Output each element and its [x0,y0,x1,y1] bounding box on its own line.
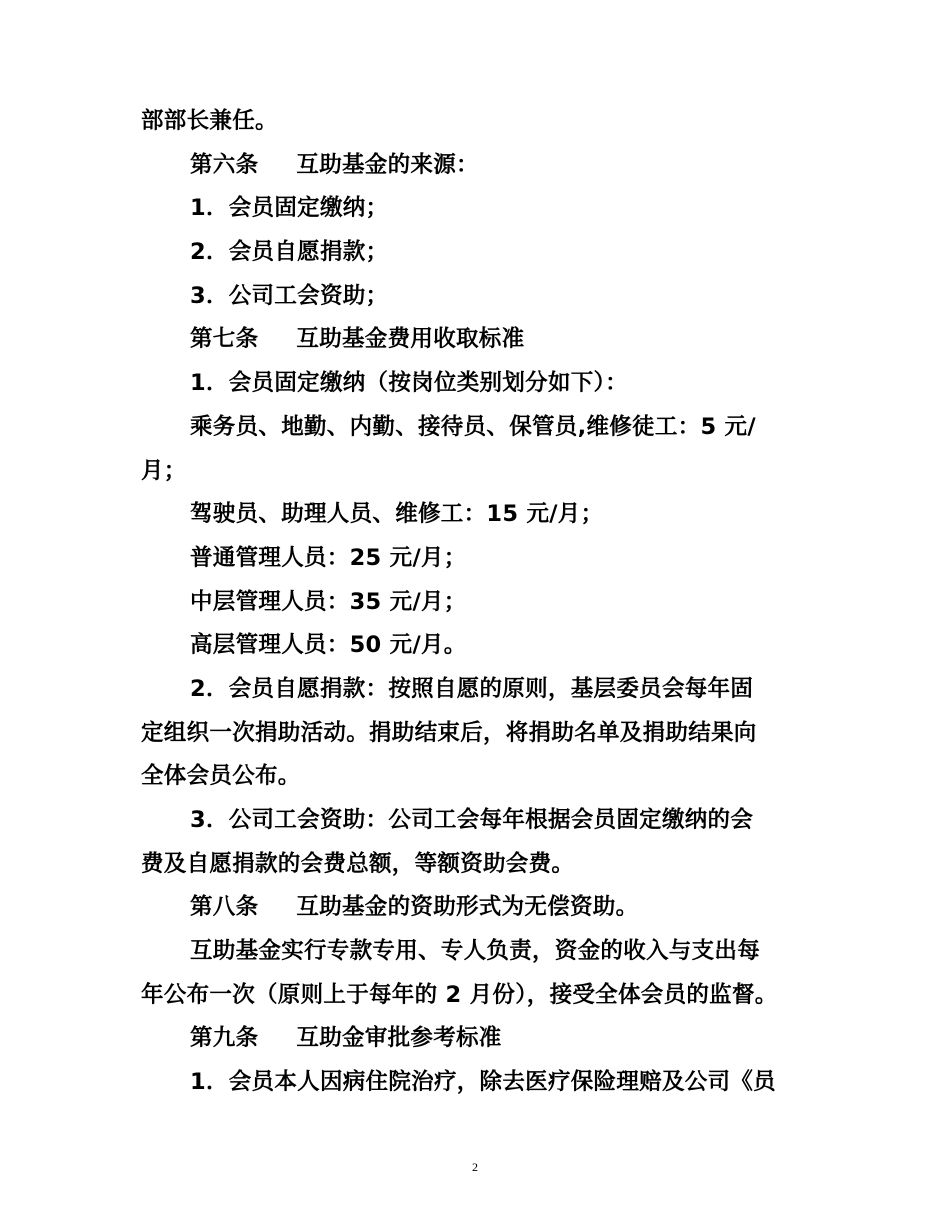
line-text: 互助基金实行专款专用、专人负责，资金的收入与支出每 [190,938,761,965]
line-text: 3．公司工会资助； [190,282,389,309]
text-line [141,581,821,625]
document-body [141,100,821,1105]
line-text: 定组织一次捐助活动。捐助结束后，将捐助名单及捐助结果向 [141,719,757,746]
line-text: 中层管理人员：35 元/月； [190,588,467,615]
line-text: 1．会员本人因病住院治疗，除去医疗保险理赔及公司《员 [190,1069,776,1096]
article-heading [141,1017,821,1061]
text-line [141,974,821,1018]
text-line [141,624,821,668]
line-text: 费及自愿捐款的会费总额，等额资助会费。 [141,850,575,877]
list-item [141,799,821,843]
line-text: 高层管理人员：50 元/月。 [190,632,467,659]
text-line [141,843,821,887]
article-heading [141,144,821,188]
line-text: 3．公司工会资助：公司工会每年根据会员固定缴纳的会 [190,807,754,833]
article-title: 互助金审批参考标准 [296,1025,502,1052]
list-item [141,187,821,231]
line-text: 2．会员自愿捐款：按照自愿的原则，基层委员会每年固 [190,675,754,702]
line-text: 驾驶员、助理人员、维修工：15 元/月； [190,501,604,528]
line-text: 全体会员公布。 [141,763,301,790]
text-line [141,493,821,537]
list-item [141,1061,821,1105]
page-number: 2 [472,1160,478,1174]
article-number: 第九条 [190,1025,259,1052]
article-heading [141,886,821,930]
list-item [141,668,821,712]
article-title: 互助基金的来源： [296,151,479,178]
article-title: 互助基金的资助形式为无偿资助。 [296,894,639,921]
text-line [141,450,821,494]
text-line [141,100,821,144]
line-text: 1．会员固定缴纳； [190,195,389,222]
article-number: 第八条 [190,894,259,921]
list-item [141,362,821,406]
list-item [141,231,821,275]
article-title: 互助基金费用收取标准 [296,326,525,353]
text-line [141,755,821,799]
line-text: 月； [141,457,187,484]
article-number: 第六条 [190,151,259,178]
line-text: 2．会员自愿捐款； [190,239,389,266]
text-line [141,537,821,581]
text-line [141,406,821,450]
line-text: 普通管理人员：25 元/月； [190,544,467,571]
line-text: 部部长兼任。 [141,108,278,134]
text-line [141,712,821,756]
line-text: 1．会员固定缴纳（按岗位类别划分如下）： [190,370,628,397]
line-text: 乘务员、地勤、内勤、接待员、保管员,维修徒工：5 元/ [190,413,756,440]
line-text: 年公布一次（原则上于每年的 2 月份），接受全体会员的监督。 [141,981,778,1008]
list-item [141,275,821,319]
article-number: 第七条 [190,326,259,353]
text-line [141,930,821,974]
article-heading [141,318,821,362]
